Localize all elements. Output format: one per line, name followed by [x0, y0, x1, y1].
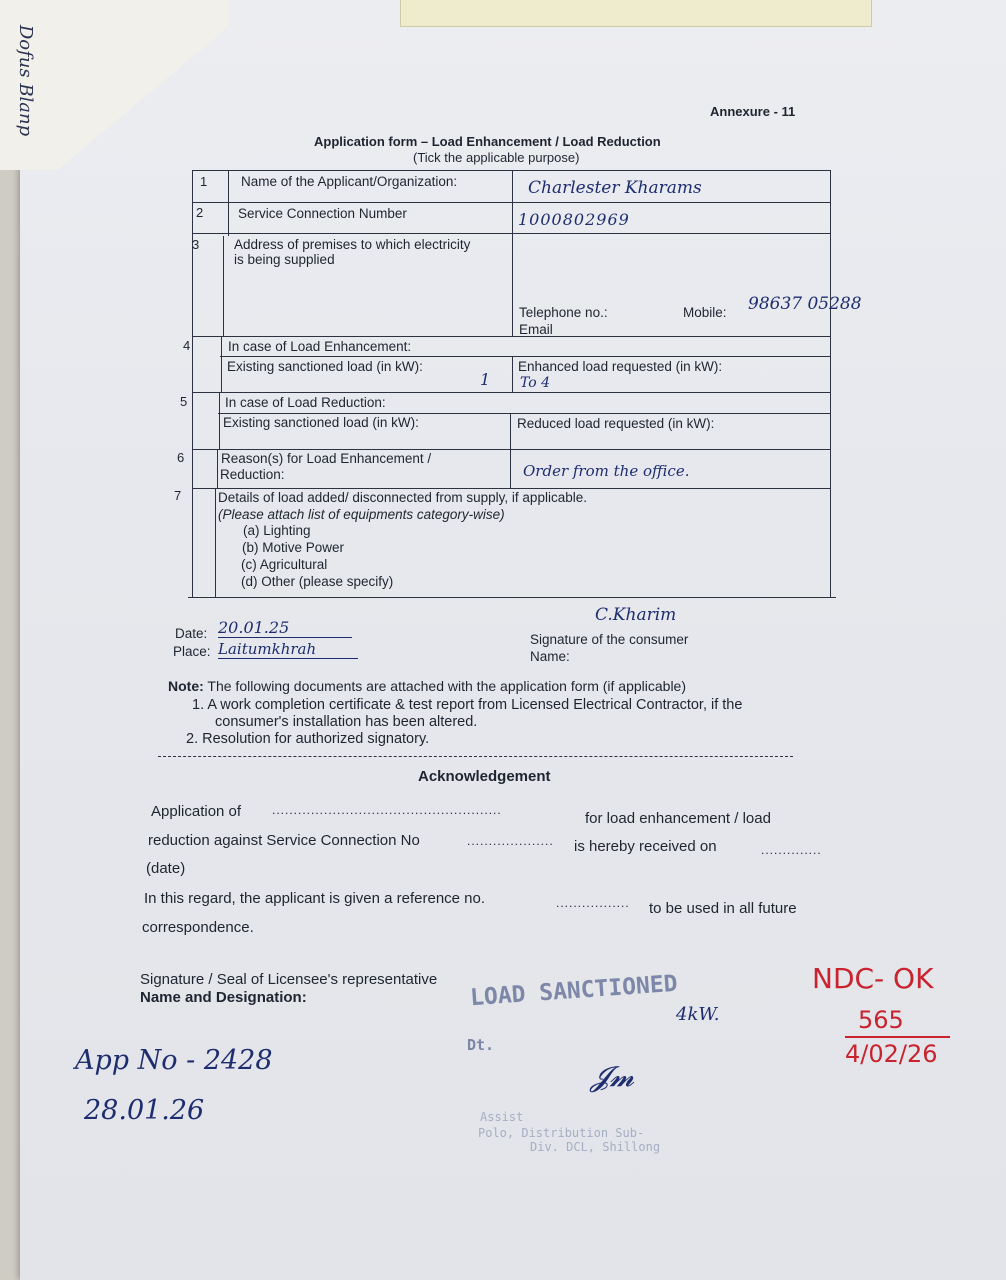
enhanced-load-label: Enhanced load requested (in kW):: [518, 359, 723, 374]
note: [168, 678, 686, 694]
existing-load-label: Existing sanctioned load (in kW):: [227, 359, 423, 374]
row-number: 1: [200, 174, 208, 189]
row-number: 2: [196, 205, 204, 220]
mobile-label: Mobile:: [683, 305, 727, 320]
ack-line-1-dots: .....................................................: [272, 803, 502, 817]
row-divider: [192, 488, 830, 489]
ack-line-2-dots-end: ..............: [761, 843, 822, 857]
separator-line: [158, 756, 793, 757]
table-border: [188, 597, 836, 598]
application-form-table: [174, 170, 862, 598]
load-details-note: (Please attach list of equipments category-wise): [218, 507, 505, 522]
address-label: Address of premises to which electricity: [234, 237, 471, 252]
reason-label-line2: Reduction:: [220, 467, 285, 482]
stamp-date-label: Dt.: [467, 1036, 495, 1054]
ndc-date: 4/02/26: [845, 1040, 938, 1068]
ndc-number: 565: [858, 1006, 904, 1034]
ack-line-2-end: is hereby received on: [574, 838, 717, 855]
column-divider: [228, 170, 229, 236]
load-details-label: Details of load added/ disconnected from supply, if applicable.: [218, 490, 587, 505]
ndc-note: NDC- OK: [812, 962, 934, 995]
email-label: Email: [519, 322, 553, 337]
row-number: 5: [180, 394, 188, 409]
annexure-label: Annexure - 11: [710, 104, 796, 119]
consumer-signature: C.Kharim: [595, 605, 677, 625]
note-item-1-cont: consumer's installation has been altered.: [215, 714, 478, 730]
row-number: 3: [192, 237, 200, 252]
sticky-note: [400, 0, 872, 27]
column-divider: [223, 236, 224, 336]
ack-line-4-start: In this regard, the applicant is given a reference no.: [144, 890, 486, 907]
row-divider: [220, 356, 830, 357]
form-subtitle: (Tick the applicable purpose): [413, 150, 580, 165]
row-number: 7: [174, 488, 182, 503]
consumer-signature-label: Signature of the consumer: [530, 632, 689, 647]
load-enhancement-label: In case of Load Enhancement:: [228, 339, 412, 354]
category-agricultural: (c) Agricultural: [241, 557, 328, 572]
application-date: 28.01.26: [84, 1095, 205, 1126]
ack-line-1-start: Application of: [151, 803, 242, 820]
applicant-name-value: Charlester Kharams: [528, 178, 702, 198]
ndc-underline: [845, 1036, 950, 1038]
address-label-line2: is being supplied: [234, 252, 335, 267]
load-sanctioned-stamp: LOAD SANCTIONED: [469, 970, 679, 1012]
ack-line-4-dots: .................: [556, 896, 630, 910]
telephone-label: Telephone no.:: [519, 305, 608, 320]
note-bold: Note:: [168, 678, 204, 694]
reason-value: Order from the office.: [523, 462, 690, 480]
row-divider: [218, 413, 830, 414]
existing-load-reduction-label: Existing sanctioned load (in kW):: [223, 415, 419, 430]
consumer-name-label: Name:: [530, 649, 570, 664]
stamp-footer-1: Assist: [480, 1110, 524, 1124]
row-divider: [192, 449, 830, 450]
column-divider: [512, 356, 513, 392]
mobile-value: 98637 05288: [748, 294, 862, 314]
service-connection-value: 1000802969: [518, 210, 630, 229]
place-value: Laitumkhrah: [218, 640, 358, 659]
table-border: [192, 170, 193, 598]
applicant-name-label: Name of the Applicant/Organization:: [241, 174, 458, 189]
column-divider: [219, 392, 220, 449]
stamp-kw-value: 4kW.: [676, 1004, 720, 1025]
column-divider: [510, 413, 511, 449]
stamp-footer-3: Div. DCL, Shillong: [530, 1140, 661, 1154]
table-border: [830, 200, 831, 598]
category-other: (d) Other (please specify): [241, 574, 394, 589]
acknowledgement-title: Acknowledgement: [418, 768, 551, 785]
licensee-signature-label: Signature / Seal of Licensee's representative: [140, 971, 438, 988]
row-number: 6: [177, 450, 185, 465]
row-number: 4: [183, 338, 191, 353]
ack-line-3: (date): [146, 860, 186, 877]
load-reduction-label: In case of Load Reduction:: [225, 395, 386, 410]
row-divider: [192, 392, 830, 393]
form-title: Application form – Load Enhancement / Load Reduction: [314, 134, 661, 149]
existing-load-value: 1: [480, 370, 491, 389]
ack-line-1-end: for load enhancement / load: [585, 810, 771, 827]
column-divider: [215, 488, 216, 598]
category-motive-power: (b) Motive Power: [242, 540, 345, 555]
date-label: Date:: [175, 626, 208, 641]
official-signature: 𝓙𝓶: [590, 1060, 635, 1093]
column-divider: [217, 449, 218, 489]
place-label: Place:: [173, 644, 211, 659]
stamp-footer-2: Polo, Distribution Sub-: [478, 1126, 645, 1140]
ack-line-5: correspondence.: [142, 919, 254, 936]
reason-label: Reason(s) for Load Enhancement /: [221, 451, 432, 466]
service-connection-label: Service Connection Number: [238, 206, 407, 221]
ack-line-4-end: to be used in all future: [649, 900, 797, 917]
margin-handwriting: Dofus Blanp: [15, 24, 37, 137]
table-border: [830, 170, 831, 200]
ack-line-2-dots: ....................: [467, 834, 554, 848]
table-border: [192, 170, 830, 171]
column-divider: [510, 449, 511, 488]
note-item-2: 2. Resolution for authorized signatory.: [186, 731, 430, 747]
category-lighting: (a) Lighting: [243, 523, 311, 538]
column-divider: [221, 336, 222, 392]
reduced-load-label: Reduced load requested (in kW):: [517, 416, 715, 431]
note-item-1: 1. A work completion certificate & test report from Licensed Electrical Contractor, if the: [192, 697, 743, 713]
enhanced-load-value: To 4: [520, 375, 551, 391]
application-number: App No - 2428: [75, 1045, 273, 1076]
licensee-name-label: Name and Designation:: [140, 989, 307, 1006]
ack-line-2-start: reduction against Service Connection No: [148, 832, 420, 849]
row-divider: [192, 336, 830, 337]
row-divider: [192, 202, 830, 203]
note-text: The following documents are attached with the application form (if applicable): [203, 678, 687, 694]
date-value: 20.01.25: [218, 618, 352, 638]
column-divider: [512, 170, 513, 336]
row-divider: [192, 233, 830, 234]
